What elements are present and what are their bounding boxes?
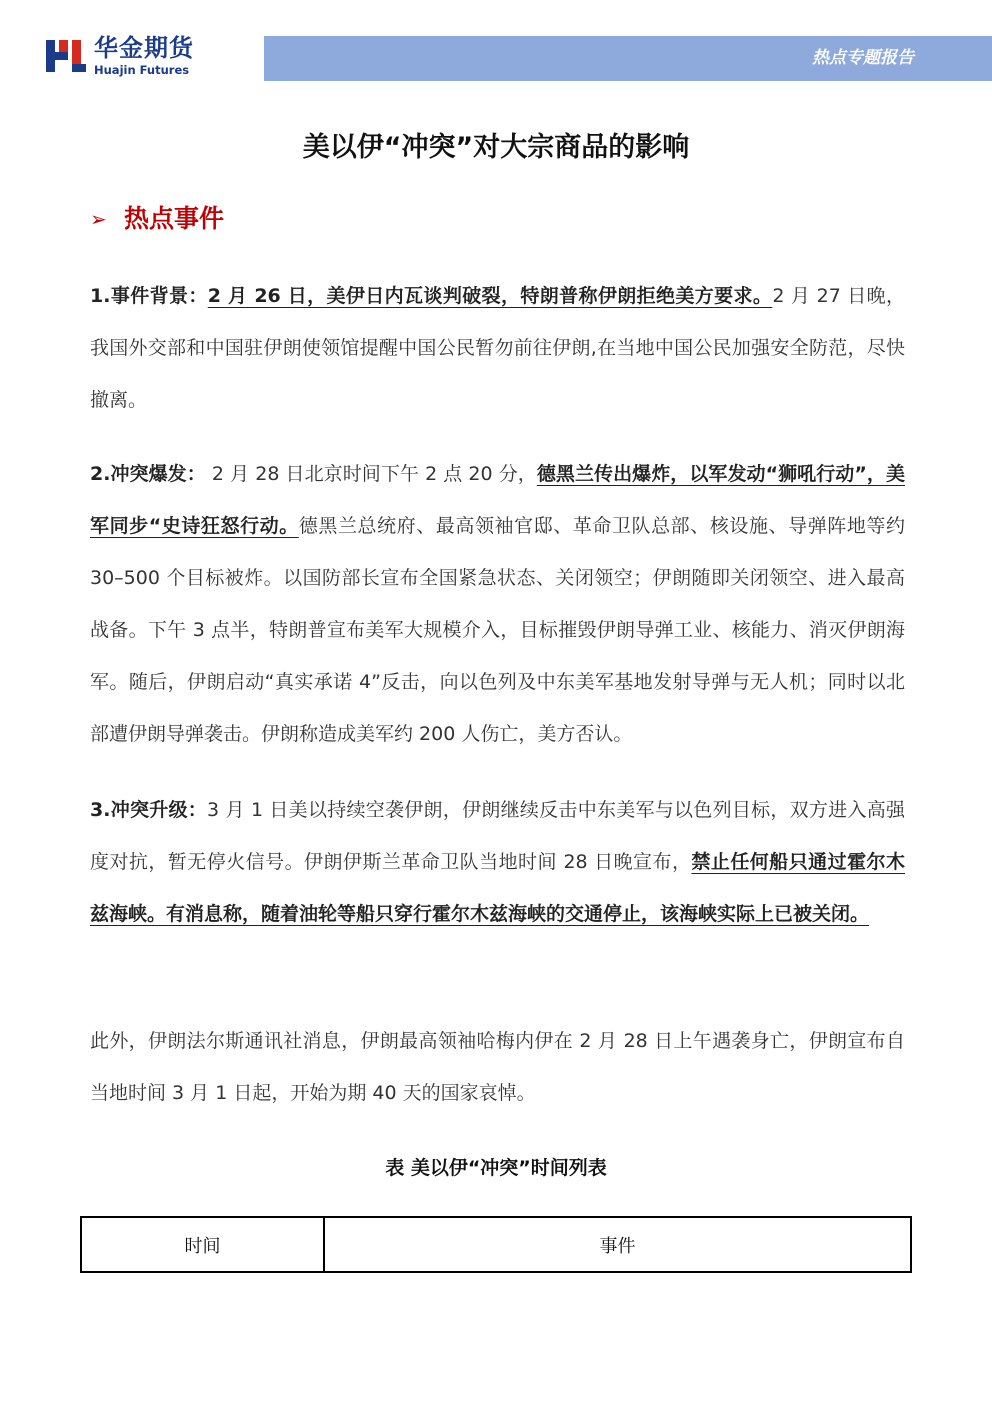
paragraph-label: 3.冲突升级： bbox=[90, 799, 208, 821]
paragraph-body: 此外，伊朗法尔斯通讯社消息，伊朗最高领袖哈梅内伊在 2 月 28 日上午遇袭身亡，伊朗宣布自当地时间 3 月 1 日起，开始为期 40 天的国家哀悼。 bbox=[90, 1030, 905, 1104]
table-caption: 表 美以伊“冲突”时间列表 bbox=[385, 1157, 607, 1179]
report-type-banner: 热点专题报告 bbox=[264, 36, 992, 81]
huajin-logo-icon bbox=[46, 36, 86, 76]
paragraph-body: 3 月 1 日美以持续空袭伊朗，伊朗继续反击中东美军与以色列目标，双方进入高强度对抗，暂无停火信号。伊朗伊斯兰革命卫队当地时间 28 日晚宣布， bbox=[90, 799, 905, 873]
highlight-text: 禁止任何船只通过霍尔木兹海峡。有消息称，随着油轮等船只穿行霍尔木兹海峡的交通停止，该海峡实际上已被关闭。 bbox=[90, 851, 905, 925]
section-heading bbox=[90, 199, 224, 239]
paragraph-escalation bbox=[90, 784, 905, 940]
timeline-table bbox=[80, 1216, 912, 1273]
logo-english-name: Huajin Futures bbox=[94, 63, 190, 77]
paragraph-body: 2 月 27 日晚，我国外交部和中国驻伊朗使领馆提醒中国公民暂勿前往伊朗,在当地中国公民加强安全防范，尽快撤离。 bbox=[90, 285, 905, 411]
arrow-bullet-icon: ➢ bbox=[90, 207, 107, 231]
highlight-text: 2 月 26 日，美伊日内瓦谈判破裂，特朗普称伊朗拒绝美方要求。 bbox=[207, 285, 773, 307]
paragraph-label: 2.冲突爆发： bbox=[90, 463, 206, 485]
page-header bbox=[0, 0, 992, 90]
highlight-text: 德黑兰传出爆炸，以军发动“狮吼行动”，美军同步“史诗狂怒行动。 bbox=[90, 463, 905, 537]
section-heading-text: 热点事件 bbox=[124, 204, 225, 233]
paragraph-body: 2 月 28 日北京时间下午 2 点 20 分， bbox=[205, 463, 537, 485]
table-header-row bbox=[81, 1217, 911, 1272]
paragraph-outbreak bbox=[90, 448, 905, 760]
paragraph-label: 1.事件背景： bbox=[90, 285, 208, 307]
column-header-event: 事件 bbox=[324, 1217, 911, 1272]
column-header-time: 时间 bbox=[81, 1217, 324, 1272]
logo-chinese-name: 华金期货 bbox=[94, 34, 194, 62]
paragraph-background bbox=[90, 270, 905, 426]
paragraph-body: 德黑兰总统府、最高领袖官邸、革命卫队总部、核设施、导弹阵地等约 30–500 个目标被炸。以国防部长宣布全国紧急状态、关闭领空；伊朗随即关闭领空、进入最高战备。下午 3 点半，特朗普宣布美军大规模介入，目标摧毁伊朗导弹工业、核能力、消灭伊朗海军。随后，伊朗启动“真实承诺 4”反击，向以色列及中东美军基地发射导弹与无人机；同时以北部遭伊朗导弹袭击。伊朗称造成美军约 200 人伤亡，美方否认。 bbox=[90, 515, 905, 745]
paragraph-additional bbox=[90, 1015, 905, 1119]
document-title: 美以伊“冲突”对大宗商品的影响 bbox=[302, 132, 690, 163]
